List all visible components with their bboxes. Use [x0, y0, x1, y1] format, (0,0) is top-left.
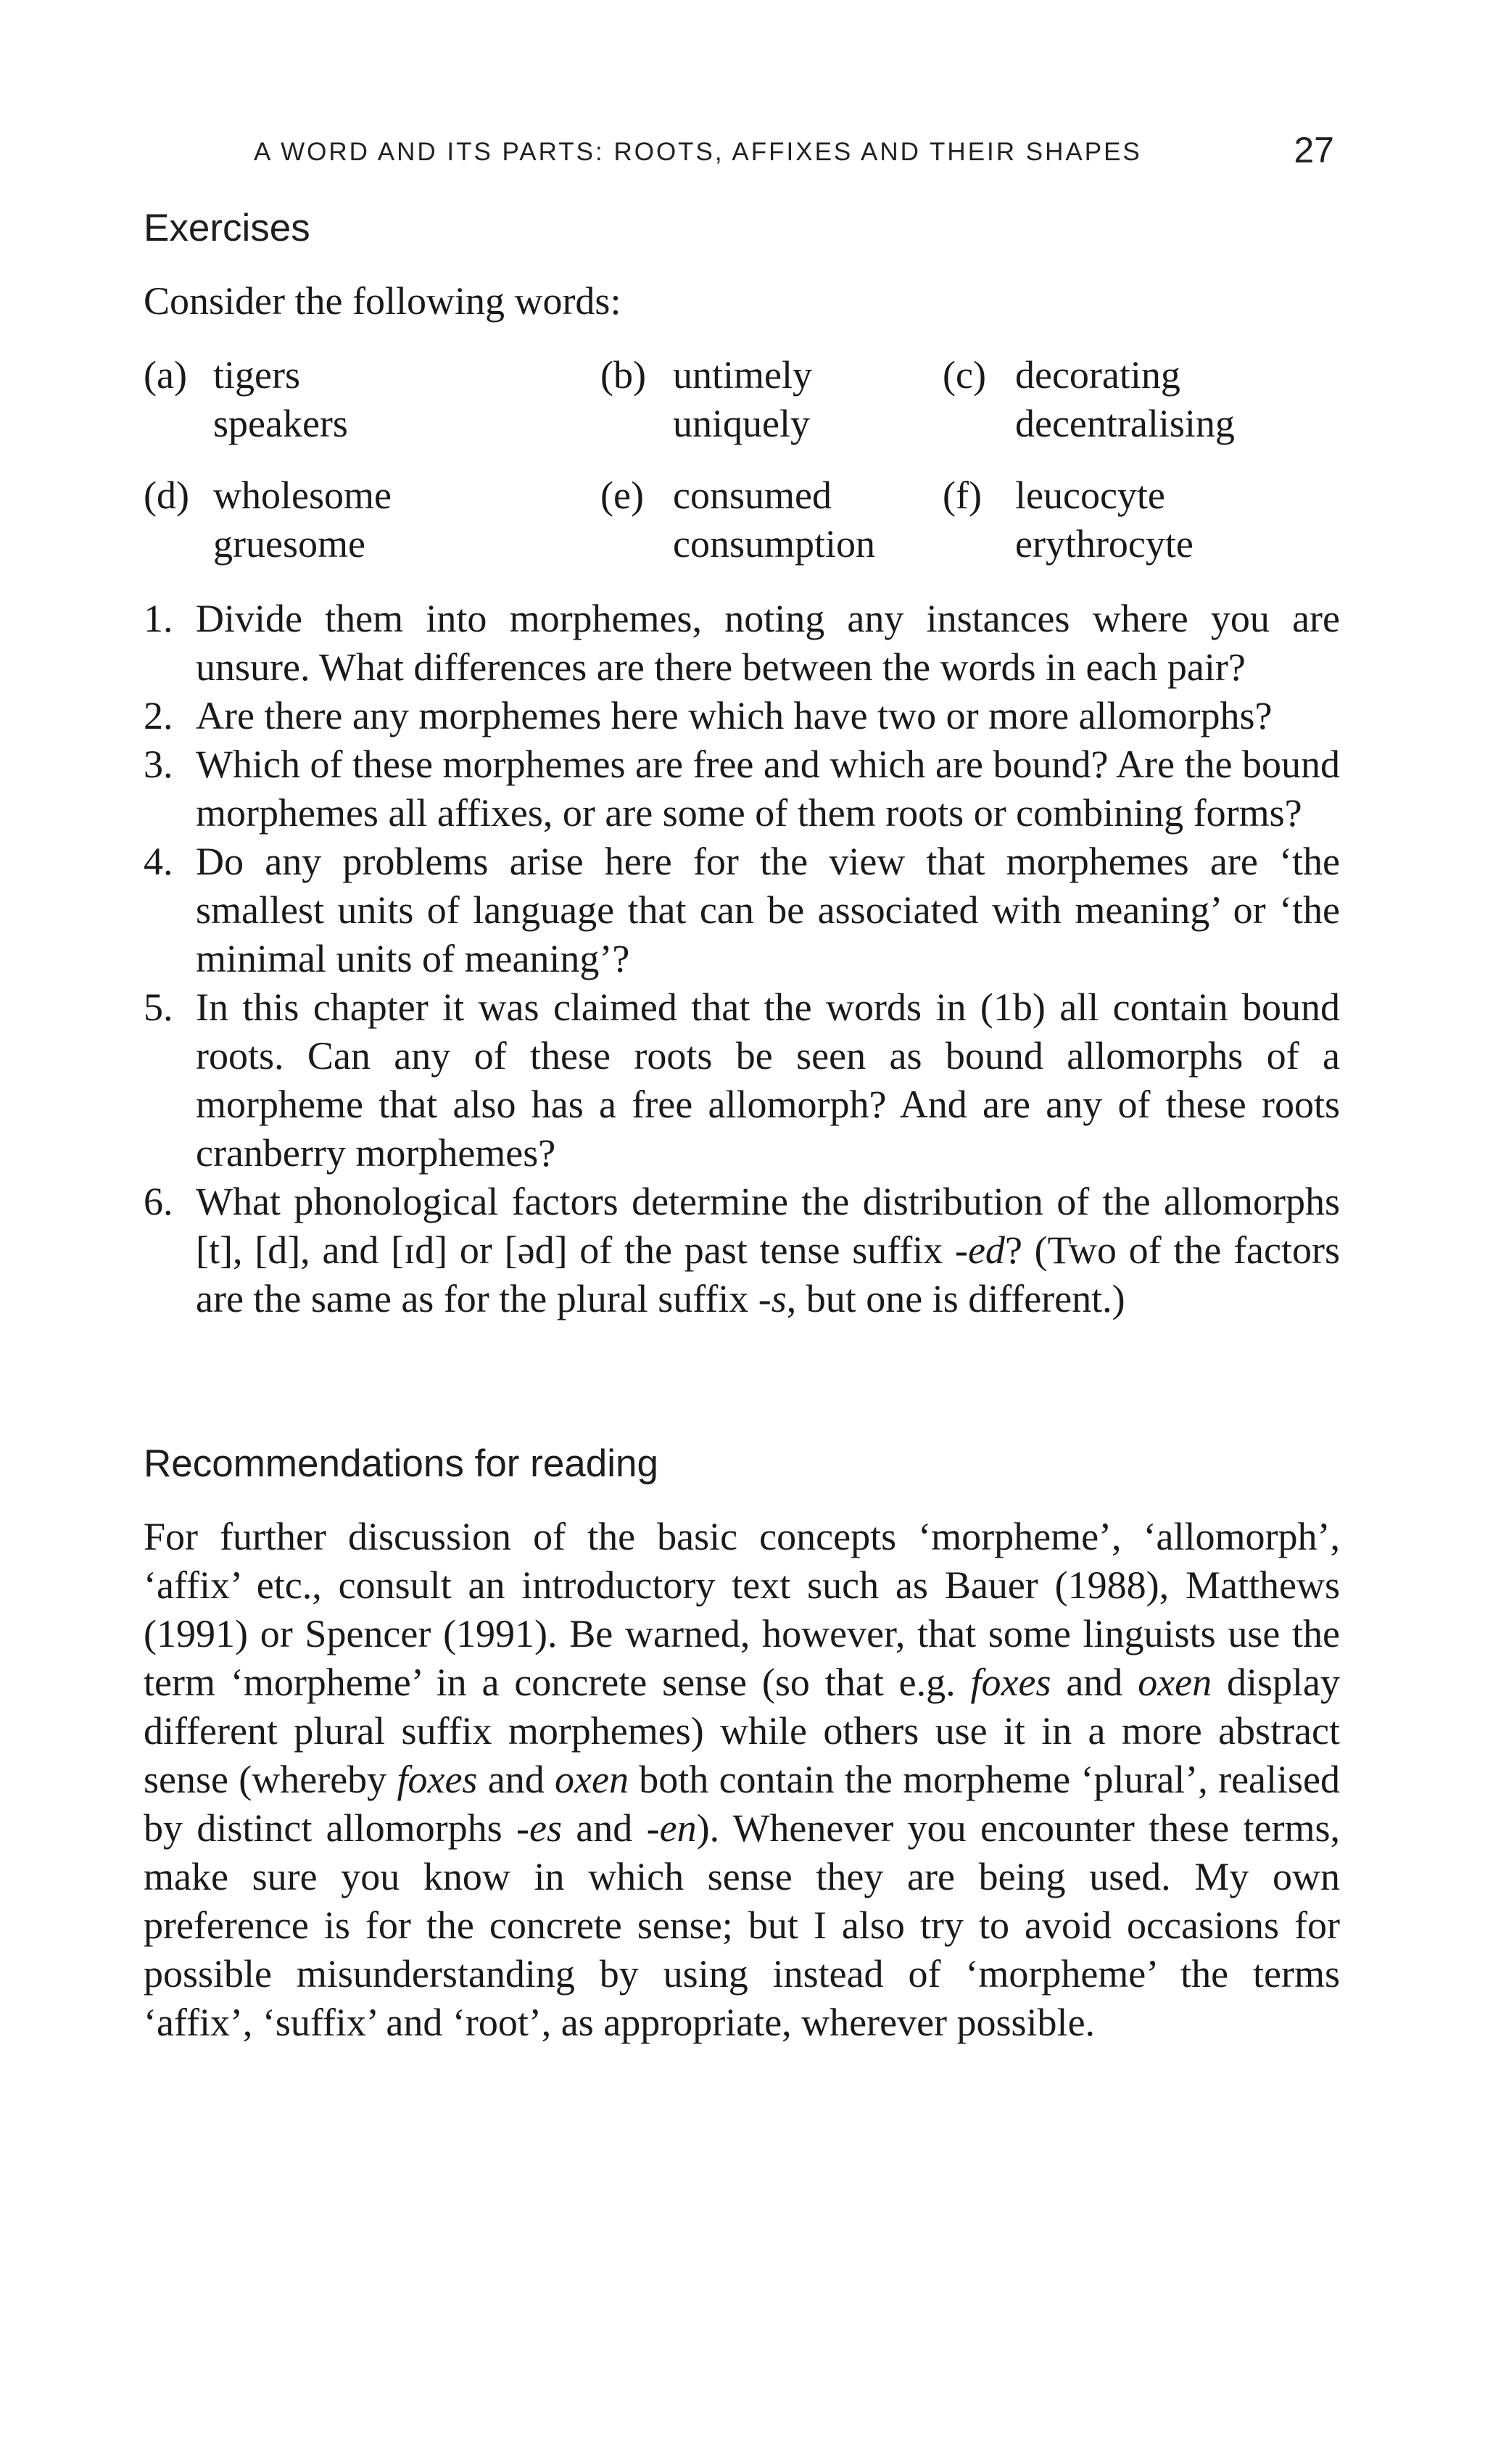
word-group-label: (c) — [943, 353, 986, 397]
word: erythrocyte — [1015, 522, 1194, 566]
question-text: Are there any morphemes here which have two or more allomorphs? — [196, 694, 1273, 737]
paragraph-text: both contain the morpheme ‘plural’, realised by distinct allomorphs — [144, 1758, 1340, 1850]
question-item — [144, 838, 1340, 983]
word-group-label: (f) — [943, 474, 982, 517]
question-text: What phonological factors determine the distribution of the allomorphs [t], [d], and [ɪd] or [əd] of the past tense suffix — [196, 1180, 1340, 1272]
italic-word: foxes — [397, 1758, 478, 1801]
question-text: Divide them into morphemes, noting any instances where you are unsure. What differences are there between the words in each pair? — [196, 597, 1340, 689]
question-item — [144, 1178, 1340, 1323]
question-text: ? (Two of the factors are the same as for the plural suffix — [196, 1228, 1340, 1320]
word-group-label: (d) — [144, 474, 189, 517]
question-text: Which of these morphemes are free and which are bound? Are the bound morphemes all affixes, or are some of them roots or combining forms? — [196, 743, 1340, 835]
paragraph-text: display different plural suffix morphemes) while others use it in a more abstract sense (whereby — [144, 1661, 1340, 1801]
word-groups — [144, 351, 1340, 592]
running-head: A WORD AND ITS PARTS: ROOTS, AFFIXES AND THEIR SHAPES — [254, 138, 1142, 166]
paragraph-text: For further discussion of the basic concepts ‘morpheme’, ‘allomorph’, ‘affix’ etc., consult an introductory text such as Bauer (1988), Matthews (1991) or Spencer (1991). Be warned, however, that some linguists use the term ‘morpheme’ in a concrete sense (so that e.g. — [144, 1515, 1340, 1704]
question-item — [144, 983, 1340, 1178]
word: consumed — [673, 474, 832, 517]
question-item — [144, 740, 1340, 838]
italic-word: foxes — [970, 1661, 1051, 1704]
word: wholesome — [213, 474, 392, 517]
italic-word: -en — [646, 1806, 697, 1850]
page-number: 27 — [1294, 130, 1334, 170]
reading-heading: Recommendations for reading — [144, 1442, 658, 1485]
word-row-1 — [144, 351, 1340, 471]
word-group-label: (a) — [144, 353, 187, 397]
word: leucocyte — [1015, 474, 1165, 517]
word: consumption — [673, 522, 875, 566]
word: uniquely — [673, 402, 810, 445]
exercise-questions — [144, 595, 1340, 1323]
exercises-intro: Consider the following words: — [144, 279, 621, 323]
paragraph-text: ). Whenever you encounter these terms, make sure you know in which sense they are being used. My own preference is for the concrete sense; but I also try to avoid occasions for possible misunderstanding by using instead of ‘morpheme’ the terms ‘affix’, ‘suffix’ and ‘root’, as appropriate, wherever possible. — [144, 1806, 1341, 2044]
question-item — [144, 692, 1340, 740]
paragraph-text: and — [561, 1806, 647, 1850]
question-number: 6. — [144, 1180, 173, 1223]
question-text: Do any problems arise here for the view that morphemes are ‘the smallest units of language that can be associated with meaning’ or ‘the minimal units of meaning’? — [196, 840, 1340, 980]
word: decorating — [1015, 353, 1180, 397]
question-text: , but one is different.) — [786, 1277, 1125, 1320]
paragraph-text: and — [477, 1758, 555, 1801]
word: untimely — [673, 353, 812, 397]
question-number: 3. — [144, 743, 173, 786]
word: decentralising — [1015, 402, 1235, 445]
reading-paragraph — [144, 1513, 1340, 2047]
exercises-heading: Exercises — [144, 207, 310, 249]
word-row-2 — [144, 471, 1340, 592]
word: tigers — [213, 353, 300, 397]
question-number: 4. — [144, 840, 173, 883]
question-text: In this chapter it was claimed that the words in (1b) all contain bound roots. Can any of these roots be seen as bound allomorphs of a morpheme that also has a free allomorph? And are any of these roots cranberry morphemes? — [196, 985, 1340, 1175]
paragraph-text: and — [1051, 1661, 1138, 1704]
question-item — [144, 595, 1340, 692]
italic-word: -es — [516, 1806, 562, 1850]
question-number: 2. — [144, 694, 173, 737]
word-group-label: (b) — [600, 353, 646, 397]
italic-suffix: -s — [758, 1277, 787, 1320]
italic-suffix: -ed — [954, 1228, 1005, 1272]
italic-word: oxen — [1138, 1661, 1212, 1704]
question-number: 5. — [144, 985, 173, 1029]
word: speakers — [213, 402, 348, 445]
word: gruesome — [213, 522, 365, 566]
word-group-label: (e) — [600, 474, 644, 517]
question-number: 1. — [144, 597, 173, 640]
italic-word: oxen — [555, 1758, 629, 1801]
